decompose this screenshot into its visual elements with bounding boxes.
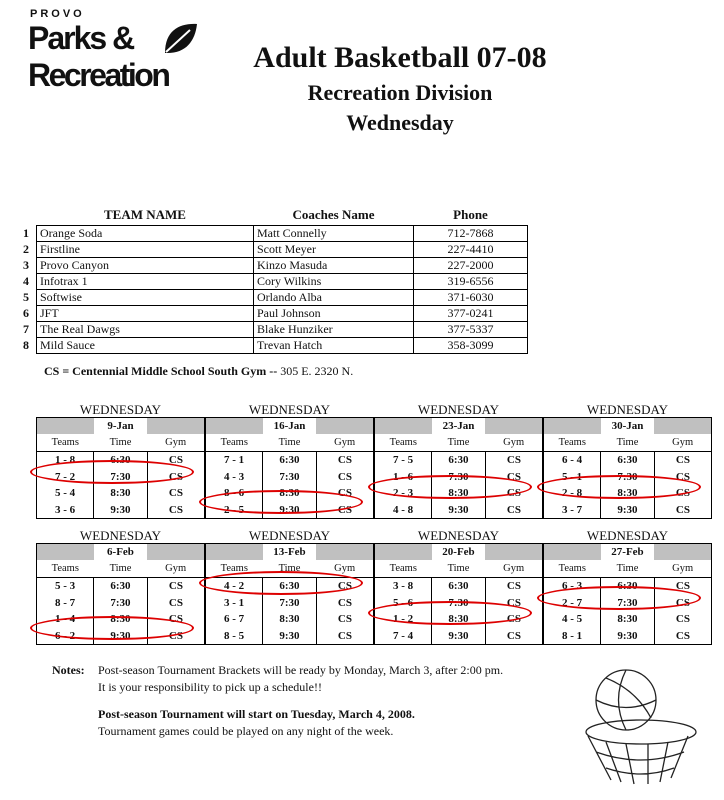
- game-teams: 3 - 6: [37, 502, 94, 519]
- game-row: [544, 485, 712, 502]
- game-row: [206, 469, 374, 486]
- game-teams: 2 - 8: [544, 485, 601, 502]
- logo-text: Recreation: [28, 57, 169, 93]
- weekday-label: WEDNESDAY: [586, 402, 669, 417]
- game-gym: CS: [337, 454, 352, 467]
- game-teams: 7 - 2: [37, 469, 94, 486]
- game-time: 7:30: [432, 595, 486, 612]
- phone-number: 319-6556: [414, 274, 528, 290]
- basketball-hoop-illustration: [556, 660, 716, 790]
- game-gym: CS: [506, 596, 521, 609]
- week-schedule: [543, 402, 712, 519]
- game-time: 6:30: [94, 452, 148, 469]
- column-header: Gym: [147, 434, 204, 452]
- game-time: 7:30: [432, 469, 486, 486]
- week-date: 6-Feb: [94, 544, 148, 561]
- game-time: 8:30: [432, 485, 486, 502]
- game-time: 6:30: [263, 578, 317, 595]
- column-header: Time: [263, 434, 317, 452]
- game-row: [37, 502, 205, 519]
- week-schedule: [36, 528, 205, 645]
- game-time: 9:30: [601, 628, 655, 645]
- game-time: 9:30: [432, 502, 486, 519]
- column-header: Teams: [206, 560, 263, 578]
- week-date: 16-Jan: [263, 418, 317, 435]
- game-time: 6:30: [432, 452, 486, 469]
- column-header: Teams: [37, 434, 94, 452]
- week-date: 13-Feb: [263, 544, 317, 561]
- game-teams: 8 - 1: [544, 628, 601, 645]
- column-header: Time: [263, 560, 317, 578]
- game-row: [206, 595, 374, 612]
- game-teams: 2 - 7: [544, 595, 601, 612]
- game-teams: 5 - 6: [375, 595, 432, 612]
- column-header: Gym: [147, 560, 204, 578]
- game-row: [37, 452, 205, 469]
- coach-name: Trevan Hatch: [254, 338, 414, 354]
- game-teams: 4 - 2: [206, 578, 263, 595]
- column-header: Gym: [485, 560, 542, 578]
- game-time: 7:30: [263, 469, 317, 486]
- team-name: Orange Soda: [37, 226, 254, 242]
- game-row: [375, 595, 543, 612]
- coach-name: Cory Wilkins: [254, 274, 414, 290]
- gym-address: 305 E. 2320 N.: [280, 364, 354, 378]
- game-time: 7:30: [94, 595, 148, 612]
- phone-number: 227-2000: [414, 258, 528, 274]
- game-gym: CS: [168, 487, 183, 500]
- game-row: [544, 611, 712, 628]
- game-time: 8:30: [263, 485, 317, 502]
- team-row: [20, 290, 528, 306]
- note-line: It is your responsibility to pick up a schedule!!: [98, 680, 322, 694]
- column-header: Teams: [544, 560, 601, 578]
- coach-name: Blake Hunziker: [254, 322, 414, 338]
- game-time: 8:30: [263, 611, 317, 628]
- game-row: [37, 595, 205, 612]
- game-gym: CS: [675, 503, 690, 516]
- page-title: Adult Basketball 07-08: [253, 41, 547, 74]
- weekday-label: WEDNESDAY: [586, 528, 669, 543]
- week-schedule: [205, 402, 374, 519]
- game-gym: CS: [675, 613, 690, 626]
- game-gym: CS: [506, 470, 521, 483]
- game-teams: 6 - 3: [544, 578, 601, 595]
- game-gym: CS: [506, 503, 521, 516]
- game-teams: 2 - 3: [375, 485, 432, 502]
- team-row: [20, 338, 528, 354]
- game-gym: CS: [675, 596, 690, 609]
- page-day: Wednesday: [346, 110, 454, 135]
- column-header: Teams: [375, 434, 432, 452]
- game-row: [37, 578, 205, 595]
- week-date: 27-Feb: [601, 544, 655, 561]
- phone-number: 227-4410: [414, 242, 528, 258]
- game-teams: 2 - 5: [206, 502, 263, 519]
- game-gym: CS: [168, 470, 183, 483]
- weekday-label: WEDNESDAY: [417, 528, 500, 543]
- week-date: 20-Feb: [432, 544, 486, 561]
- game-teams: 3 - 8: [375, 578, 432, 595]
- game-row: [375, 502, 543, 519]
- header-phone: Phone: [453, 207, 488, 222]
- weekday-label: WEDNESDAY: [248, 402, 331, 417]
- column-header: Time: [94, 434, 148, 452]
- team-row: [20, 258, 528, 274]
- teams-table: [20, 207, 528, 354]
- team-name: Provo Canyon: [37, 258, 254, 274]
- game-row: [544, 595, 712, 612]
- game-time: 6:30: [601, 452, 655, 469]
- note-line: Tournament games could be played on any night of the week.: [98, 724, 394, 738]
- team-name: Softwise: [37, 290, 254, 306]
- game-time: 9:30: [263, 628, 317, 645]
- team-number: 8: [23, 338, 29, 352]
- week-table: [543, 417, 712, 519]
- game-teams: 1 - 4: [37, 611, 94, 628]
- team-row: [20, 226, 528, 242]
- game-time: 6:30: [601, 578, 655, 595]
- coach-name: Paul Johnson: [254, 306, 414, 322]
- game-teams: 4 - 5: [544, 611, 601, 628]
- week-table: [36, 543, 205, 645]
- team-name: JFT: [37, 306, 254, 322]
- column-header: Teams: [544, 434, 601, 452]
- phone-number: 377-5337: [414, 322, 528, 338]
- team-number: 3: [23, 258, 29, 272]
- game-row: [206, 485, 374, 502]
- header-team-name: TEAM NAME: [104, 207, 186, 222]
- phone-number: 358-3099: [414, 338, 528, 354]
- game-gym: CS: [168, 503, 183, 516]
- game-time: 8:30: [94, 485, 148, 502]
- game-row: [206, 578, 374, 595]
- game-row: [544, 502, 712, 519]
- game-time: 7:30: [601, 469, 655, 486]
- game-gym: CS: [506, 487, 521, 500]
- game-gym: CS: [675, 629, 690, 642]
- game-time: 8:30: [601, 485, 655, 502]
- team-number: 5: [23, 290, 29, 304]
- week-table: [205, 417, 374, 519]
- game-teams: 3 - 1: [206, 595, 263, 612]
- team-name: Mild Sauce: [37, 338, 254, 354]
- week-schedule: [205, 528, 374, 645]
- team-number: 4: [23, 274, 29, 288]
- game-teams: 1 - 6: [375, 469, 432, 486]
- game-gym: CS: [337, 470, 352, 483]
- column-header: Time: [601, 434, 655, 452]
- team-row: [20, 322, 528, 338]
- column-header: Gym: [316, 434, 373, 452]
- game-row: [37, 628, 205, 645]
- coach-name: Scott Meyer: [254, 242, 414, 258]
- game-row: [375, 628, 543, 645]
- game-teams: 6 - 2: [37, 628, 94, 645]
- game-gym: CS: [337, 613, 352, 626]
- phone-number: 371-6030: [414, 290, 528, 306]
- phone-number: 712-7868: [414, 226, 528, 242]
- game-gym: CS: [337, 503, 352, 516]
- game-gym: CS: [337, 596, 352, 609]
- week-schedule: [36, 402, 205, 519]
- week-date: 23-Jan: [432, 418, 486, 435]
- week-schedule: [374, 528, 543, 645]
- weekday-label: WEDNESDAY: [79, 402, 162, 417]
- team-name: Firstline: [37, 242, 254, 258]
- game-teams: 8 - 5: [206, 628, 263, 645]
- game-row: [206, 628, 374, 645]
- game-teams: 6 - 4: [544, 452, 601, 469]
- game-gym: CS: [337, 580, 352, 593]
- week-table: [543, 543, 712, 645]
- note-line: Post-season Tournament will start on Tuesday, March 4, 2008.: [98, 707, 415, 721]
- team-name: The Real Dawgs: [37, 322, 254, 338]
- notes: [52, 662, 503, 740]
- column-header: Time: [432, 560, 486, 578]
- logo-text: Parks &: [28, 20, 134, 56]
- game-time: 7:30: [94, 469, 148, 486]
- game-gym: CS: [168, 613, 183, 626]
- game-row: [206, 502, 374, 519]
- column-header: Teams: [37, 560, 94, 578]
- week-date: 30-Jan: [601, 418, 655, 435]
- team-number: 7: [23, 322, 29, 336]
- phone-number: 377-0241: [414, 306, 528, 322]
- game-teams: 3 - 7: [544, 502, 601, 519]
- game-time: 6:30: [94, 578, 148, 595]
- game-time: 9:30: [601, 502, 655, 519]
- game-teams: 5 - 1: [544, 469, 601, 486]
- game-teams: 4 - 3: [206, 469, 263, 486]
- game-row: [544, 628, 712, 645]
- game-row: [37, 469, 205, 486]
- game-row: [206, 452, 374, 469]
- game-time: 9:30: [263, 502, 317, 519]
- game-gym: CS: [168, 629, 183, 642]
- game-time: 6:30: [263, 452, 317, 469]
- game-teams: 5 - 4: [37, 485, 94, 502]
- game-gym: CS: [675, 487, 690, 500]
- coach-name: Orlando Alba: [254, 290, 414, 306]
- game-gym: CS: [675, 454, 690, 467]
- week-table: [36, 417, 205, 519]
- game-time: 7:30: [601, 595, 655, 612]
- week-date: 9-Jan: [94, 418, 148, 435]
- game-teams: 1 - 8: [37, 452, 94, 469]
- coach-name: Matt Connelly: [254, 226, 414, 242]
- game-row: [37, 485, 205, 502]
- weekday-label: WEDNESDAY: [79, 528, 162, 543]
- game-gym: CS: [506, 454, 521, 467]
- game-row: [544, 578, 712, 595]
- note-line: Post-season Tournament Brackets will be ready by Monday, March 3, after 2:00 pm.: [98, 663, 504, 677]
- column-header: Gym: [485, 434, 542, 452]
- leaf-icon: [160, 20, 200, 58]
- game-row: [375, 578, 543, 595]
- column-header: Time: [432, 434, 486, 452]
- game-gym: CS: [168, 454, 183, 467]
- game-teams: 4 - 8: [375, 502, 432, 519]
- column-header: Teams: [375, 560, 432, 578]
- game-teams: 7 - 5: [375, 452, 432, 469]
- column-header: Teams: [206, 434, 263, 452]
- gym-legend: [44, 364, 353, 379]
- weekday-label: WEDNESDAY: [417, 402, 500, 417]
- week-schedule: [374, 402, 543, 519]
- team-row: [20, 306, 528, 322]
- game-teams: 8 - 6: [206, 485, 263, 502]
- weekday-label: WEDNESDAY: [248, 528, 331, 543]
- team-row: [20, 274, 528, 290]
- team-row: [20, 242, 528, 258]
- game-time: 9:30: [432, 628, 486, 645]
- team-number: 2: [23, 242, 29, 256]
- game-gym: CS: [168, 596, 183, 609]
- team-number: 6: [23, 306, 29, 320]
- game-row: [37, 611, 205, 628]
- game-gym: CS: [337, 629, 352, 642]
- game-row: [375, 469, 543, 486]
- week-table: [374, 417, 543, 519]
- week-table: [205, 543, 374, 645]
- game-row: [375, 485, 543, 502]
- game-gym: CS: [675, 470, 690, 483]
- game-time: 9:30: [94, 628, 148, 645]
- team-number: 1: [23, 226, 29, 240]
- game-time: 8:30: [432, 611, 486, 628]
- column-header: Time: [94, 560, 148, 578]
- game-time: 8:30: [601, 611, 655, 628]
- game-time: 8:30: [94, 611, 148, 628]
- game-time: 6:30: [432, 578, 486, 595]
- game-time: 7:30: [263, 595, 317, 612]
- game-teams: 5 - 3: [37, 578, 94, 595]
- gym-legend-label: CS = Centennial Middle School South Gym --: [44, 364, 278, 378]
- week-schedule: [543, 528, 712, 645]
- coach-name: Kinzo Masuda: [254, 258, 414, 274]
- column-header: Gym: [316, 560, 373, 578]
- game-row: [375, 611, 543, 628]
- week-table: [374, 543, 543, 645]
- game-gym: CS: [675, 580, 690, 593]
- logo-text: PROVO: [30, 8, 85, 20]
- game-teams: 1 - 2: [375, 611, 432, 628]
- column-header: Gym: [654, 434, 711, 452]
- game-gym: CS: [506, 580, 521, 593]
- game-gym: CS: [506, 613, 521, 626]
- team-name: Infotrax 1: [37, 274, 254, 290]
- game-gym: CS: [168, 580, 183, 593]
- game-row: [375, 452, 543, 469]
- notes-label: Notes:: [52, 663, 85, 677]
- page-subtitle: Recreation Division: [307, 80, 493, 105]
- game-teams: 6 - 7: [206, 611, 263, 628]
- header-coaches-name: Coaches Name: [292, 207, 375, 222]
- parks-recreation-logo: [28, 8, 208, 102]
- game-teams: 7 - 4: [375, 628, 432, 645]
- game-gym: CS: [506, 629, 521, 642]
- game-teams: 7 - 1: [206, 452, 263, 469]
- game-time: 9:30: [94, 502, 148, 519]
- column-header: Time: [601, 560, 655, 578]
- game-gym: CS: [337, 487, 352, 500]
- game-row: [544, 469, 712, 486]
- game-row: [544, 452, 712, 469]
- game-row: [206, 611, 374, 628]
- column-header: Gym: [654, 560, 711, 578]
- game-teams: 8 - 7: [37, 595, 94, 612]
